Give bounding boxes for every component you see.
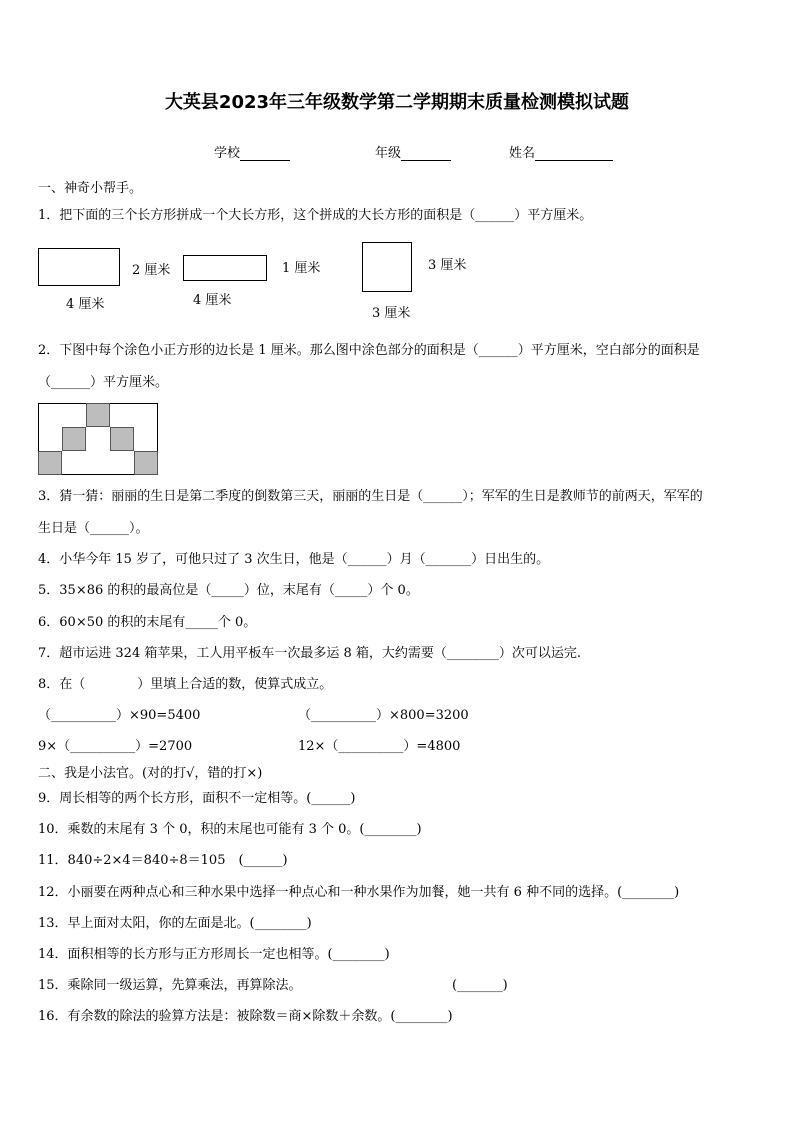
question-15-answer-blank[interactable]: (_______) — [452, 978, 508, 993]
question-15: 15．乘除同一级运算，先算乘法，再算除法。 — [38, 978, 302, 993]
question-8-equation-b: （__________）×800=3200 — [298, 708, 469, 723]
shaded-square — [134, 451, 158, 475]
question-5: 5．35×86 的积的最高位是（_____）位，末尾有（_____）个 0。 — [38, 583, 419, 598]
school-blank[interactable] — [240, 146, 290, 161]
question-3-line-2: 生日是（______）。 — [38, 521, 149, 536]
question-10: 10．乘数的末尾有 3 个 0，积的末尾也可能有 3 个 0。(________) — [38, 822, 422, 837]
question-16: 16．有余数的除法的验算方法是：被除数＝商×除数＋余数。(________) — [38, 1009, 453, 1024]
grade-field[interactable] — [375, 142, 451, 161]
page-title: 大英县2023年三年级数学第二学期期末质量检测模拟试题 — [164, 92, 630, 113]
question-8-equation-a: （__________）×90=5400 — [38, 708, 201, 723]
question-11: 11．840÷2×4＝840÷8＝105 (______) — [38, 853, 288, 868]
rectangle-4x1 — [183, 255, 267, 281]
rect3-bottom-label: 3 厘米 — [372, 306, 411, 321]
shaded-square — [86, 403, 110, 427]
school-field[interactable] — [214, 142, 290, 161]
question-3-line-1: 3．猜一猜：丽丽的生日是第二季度的倒数第三天，丽丽的生日是（______）；军军的生日是教师节的前两天，军军的 — [38, 489, 703, 504]
school-label: 学校 — [214, 146, 241, 161]
question-9: 9．周长相等的两个长方形，面积不一定相等。(______) — [38, 791, 356, 806]
section-2-heading: 二、我是小法官。(对的打√，错的打×) — [38, 766, 263, 781]
rect2-side-label: 1 厘米 — [282, 261, 321, 276]
rect1-bottom-label: 4 厘米 — [66, 297, 105, 312]
question-14: 14．面积相等的长方形与正方形周长一定也相等。(________) — [38, 947, 390, 962]
grade-label: 年级 — [375, 146, 402, 161]
question-12: 12．小丽要在两种点心和三种水果中选择一种点心和一种水果作为加餐，她一共有 6 种不同的选择。(________) — [38, 885, 680, 900]
shaded-square — [62, 427, 86, 451]
question-8-equation-c: 9×（__________）=2700 — [38, 739, 193, 754]
rectangle-4x2 — [38, 248, 120, 286]
shaded-square — [110, 427, 134, 451]
rect2-bottom-label: 4 厘米 — [193, 293, 232, 308]
question-4: 4．小华今年 15 岁了，可他只过了 3 次生日，他是（______）月（_______）日出生的。 — [38, 552, 550, 567]
question-13: 13．早上面对太阳，你的左面是北。(________) — [38, 916, 312, 931]
grade-blank[interactable] — [401, 146, 451, 161]
square-3x3 — [362, 242, 412, 292]
shaded-square — [38, 451, 62, 475]
question-6: 6．60×50 的积的末尾有_____个 0。 — [38, 615, 257, 630]
question-2-line-2: （______）平方厘米。 — [38, 375, 169, 390]
question-2-line-1: 2．下图中每个涂色小正方形的边长是 1 厘米。那么图中涂色部分的面积是（______）平方厘米，空白部分的面积是 — [38, 343, 700, 358]
name-field[interactable] — [509, 142, 613, 161]
section-1-heading: 一、神奇小帮手。 — [38, 181, 143, 196]
name-label: 姓名 — [509, 146, 536, 161]
question-8-equation-d: 12×（__________）=4800 — [298, 739, 461, 754]
rect1-side-label: 2 厘米 — [132, 263, 171, 278]
question-8: 8．在（ ）里填上合适的数，使算式成立。 — [38, 677, 333, 692]
rect3-side-label: 3 厘米 — [428, 258, 467, 273]
shaded-grid-figure — [38, 403, 158, 475]
question-7: 7．超市运进 324 箱苹果，工人用平板车一次最多运 8 箱，大约需要（________）次可以运完. — [38, 646, 582, 661]
question-1: 1．把下面的三个长方形拼成一个大长方形，这个拼成的大长方形的面积是（______）平方厘米。 — [38, 208, 593, 223]
name-blank[interactable] — [535, 146, 613, 161]
